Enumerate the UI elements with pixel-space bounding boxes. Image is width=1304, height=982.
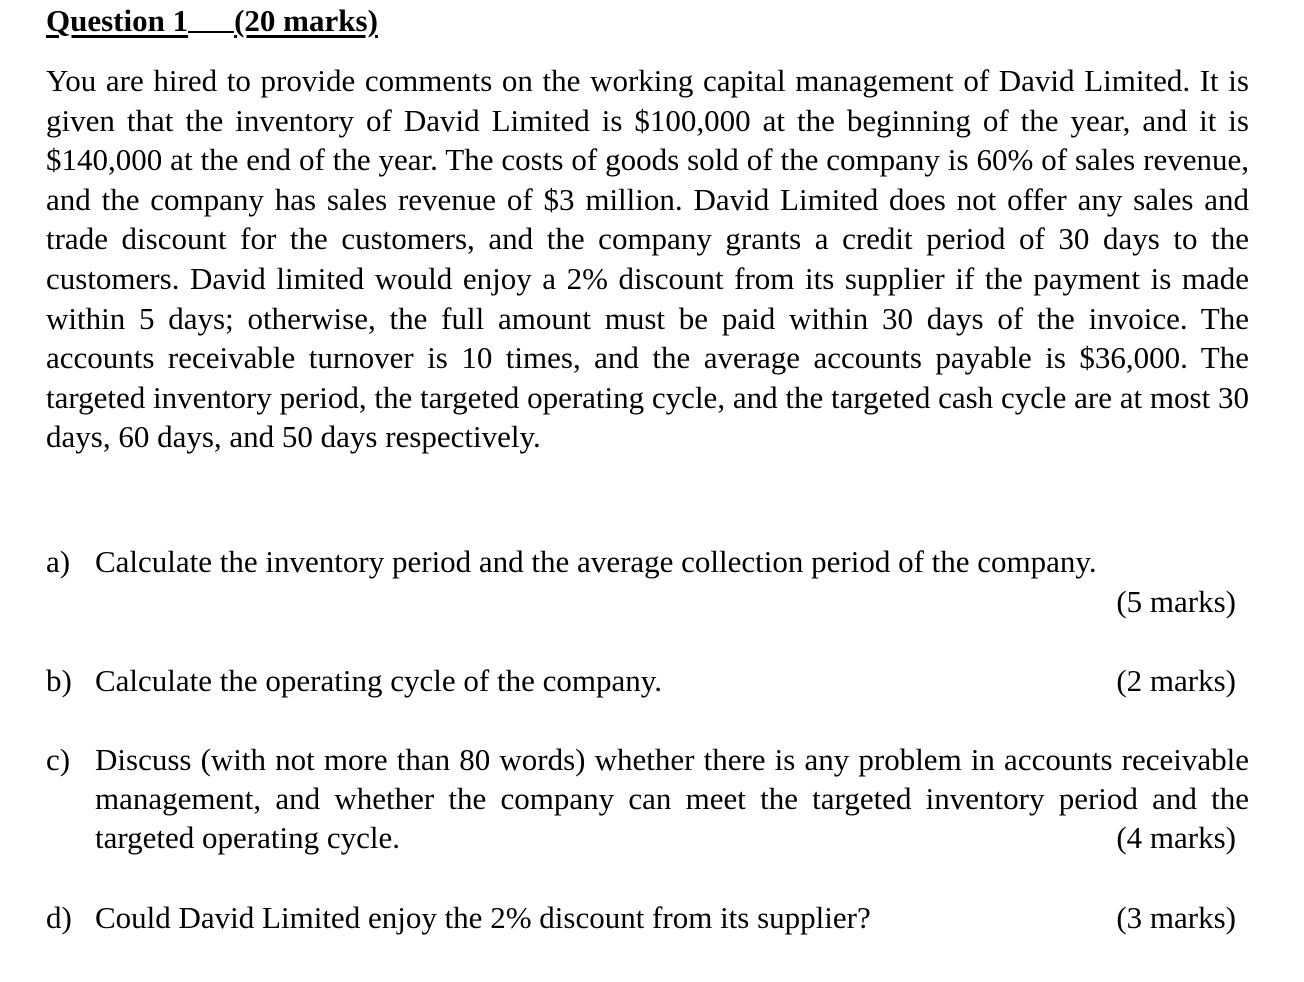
heading-underline-gap xyxy=(188,2,234,33)
sub-question-letter: c) xyxy=(46,742,71,777)
sub-question-letter: a) xyxy=(46,544,71,579)
sub-question-letter: d) xyxy=(46,900,72,935)
sub-question-text: Calculate the operating cycle of the company. xyxy=(95,663,662,698)
sub-question-text: Discuss (with not more than 80 words) whether there is any problem in accounts receivable management, and whether the company can meet the targeted inventory period and the targeted operating cycle. xyxy=(95,742,1249,855)
sub-question-d xyxy=(46,898,1236,937)
question-number: Question 1 xyxy=(46,3,189,38)
sub-question-c xyxy=(46,740,1249,857)
question-heading xyxy=(46,2,378,40)
sub-question-a xyxy=(46,542,1236,619)
sub-question-marks: (5 marks) xyxy=(1116,584,1236,619)
sub-question-b xyxy=(46,661,1236,700)
sub-question-text: Calculate the inventory period and the average collection period of the company. xyxy=(95,544,1097,579)
question-total-marks: (20 marks) xyxy=(234,3,378,38)
sub-question-text: Could David Limited enjoy the 2% discount from its supplier? xyxy=(95,900,871,935)
sub-question-letter: b) xyxy=(46,663,72,698)
sub-question-marks: (3 marks) xyxy=(1116,900,1236,935)
sub-question-marks: (4 marks) xyxy=(1116,820,1236,855)
question-intro-paragraph: You are hired to provide comments on the working capital management of David Limited. It is given that the inventory of David Limited is $100,000 at the beginning of the year, and it is $140,000 at the end of the year. The costs of goods sold of the company is 60% of sales revenue, and the company has sales revenue of $3 million. David Limited does not offer any sales and trade discount for the customers, and the company grants a credit period of 30 days to the customers. David limited would enjoy a 2% discount from its supplier if the payment is made within 5 days; otherwise, the full amount must be paid within 30 days of the invoice. The accounts receivable turnover is 10 times, and the average accounts payable is $36,000. The targeted inventory period, the targeted operating cycle, and the targeted cash cycle are at most 30 days, 60 days, and 50 days respectively. xyxy=(46,63,1249,455)
sub-question-marks: (2 marks) xyxy=(1116,663,1236,698)
